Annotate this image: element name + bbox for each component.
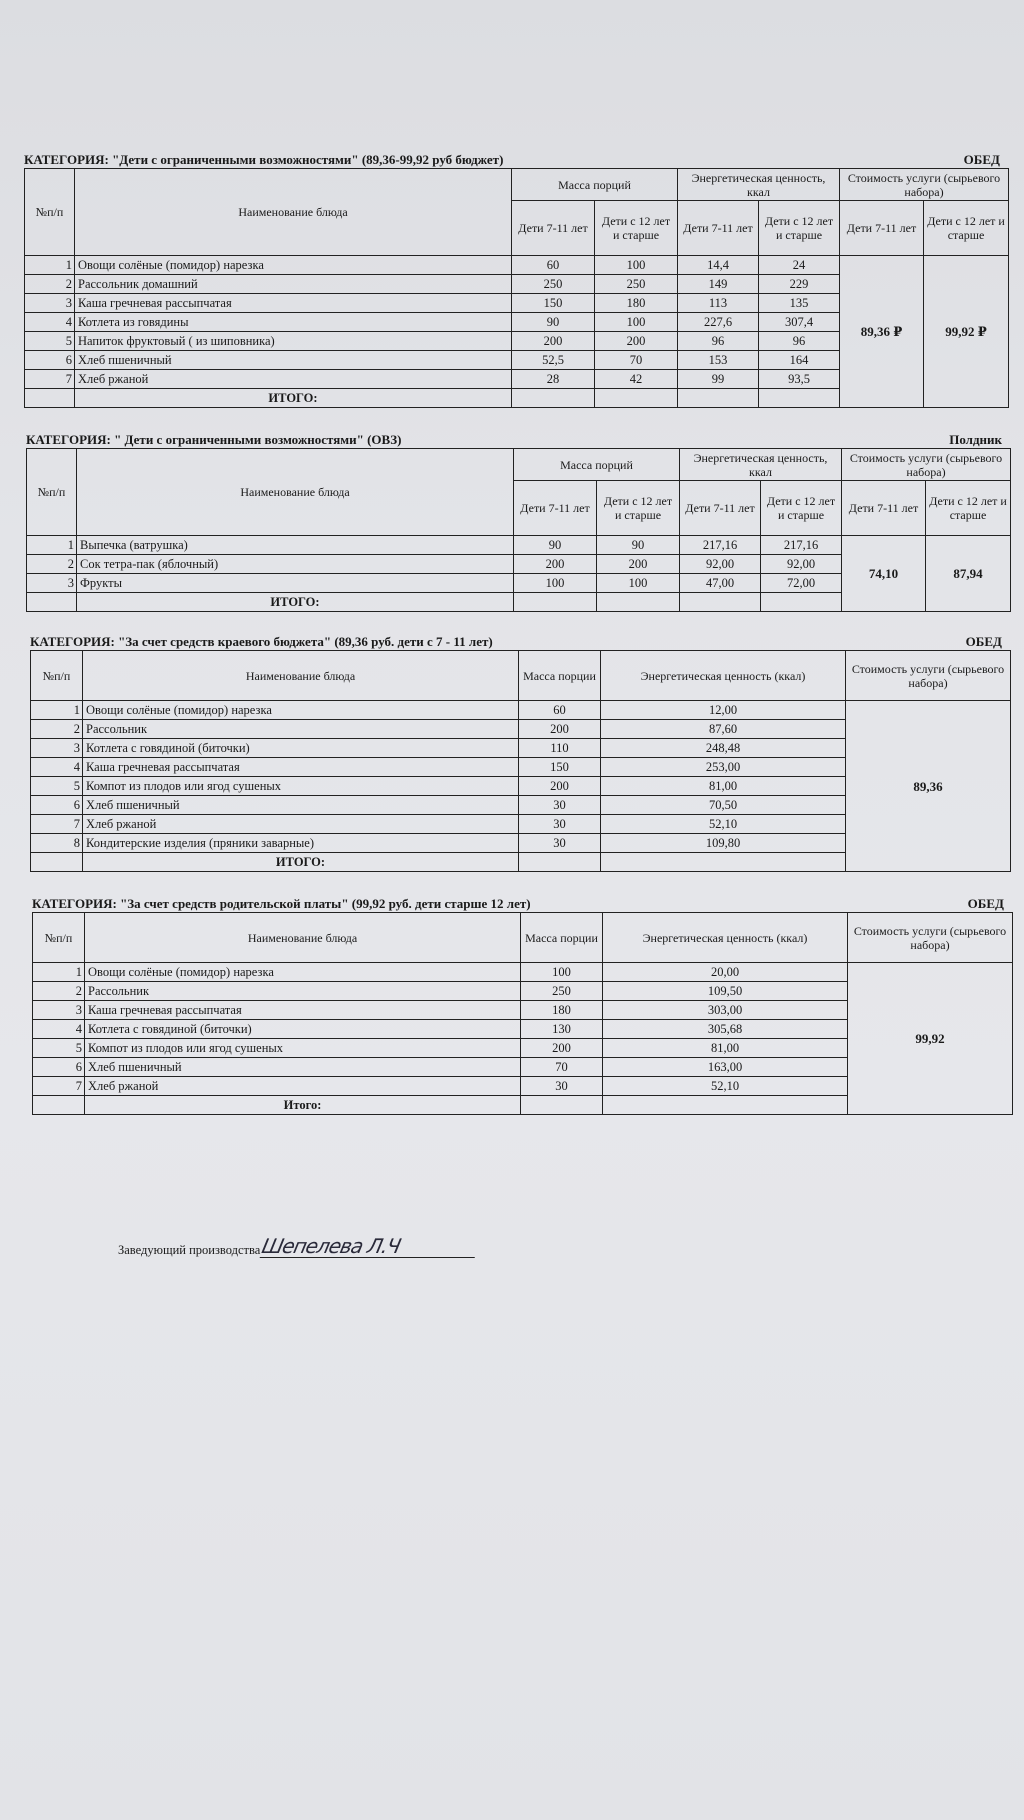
- section-parent-payment: [32, 894, 1022, 1115]
- price-age1: 89,36 ₽: [840, 256, 924, 408]
- col-age1-header: Дети 7-11 лет: [842, 481, 926, 536]
- col-age1-header: Дети 7-11 лет: [678, 201, 759, 256]
- menu-table: [30, 650, 1011, 872]
- meal-label: ОБЕД: [965, 634, 1002, 649]
- col-no-header: №п/п: [25, 169, 75, 256]
- menu-table: [24, 168, 1009, 408]
- table-row: 3 Каша гречневая рассыпчатая 150 180 113 135: [25, 294, 1009, 313]
- col-cost-header: Стоимость услуги (сырьевого набора): [840, 169, 1009, 201]
- section-ovz-snack: [26, 430, 1016, 612]
- menu-table: [26, 448, 1011, 612]
- table-row: 3 Котлета с говядиной (биточки) 110 248,48: [31, 739, 1011, 758]
- col-age2-header: Дети с 12 лет и старше: [595, 201, 678, 256]
- table-row: 1 Выпечка (ватрушка) 90 90 217,16 217,16 74,10 87,94: [27, 536, 1011, 555]
- col-energy-header: Энергетическая ценность (ккал): [601, 651, 846, 701]
- table-row: 5 Компот из плодов или ягод сушеных 200 81,00: [31, 777, 1011, 796]
- table-row: 4 Каша гречневая рассыпчатая 150 253,00: [31, 758, 1011, 777]
- table-row: 2 Сок тетра-пак (яблочный) 200 200 92,00 92,00: [27, 555, 1011, 574]
- col-mass-header: Масса порции: [519, 651, 601, 701]
- table-row: 2 Рассольник 200 87,60: [31, 720, 1011, 739]
- total-row: ИТОГО:: [27, 593, 1011, 612]
- col-no-header: №п/п: [31, 651, 83, 701]
- menu-table: [32, 912, 1013, 1115]
- table-row: 1 Овощи солёные (помидор) нарезка 100 20,00 99,92: [33, 963, 1013, 982]
- table-row: 2 Рассольник 250 109,50: [33, 982, 1013, 1001]
- signature-label: Заведующий производства: [118, 1243, 261, 1257]
- table-row: 5 Напиток фруктовый ( из шиповника) 200 200 96 96: [25, 332, 1009, 351]
- meal-label: ОБЕД: [963, 152, 1000, 167]
- section-title: КАТЕГОРИЯ: " Дети с ограниченными возможностями" (ОВЗ): [26, 432, 402, 447]
- signature-scribble: Шепелева Л.Ч: [260, 1236, 480, 1258]
- col-mass-header: Масса порций: [512, 169, 678, 201]
- table-row: 4 Котлета из говядины 90 100 227,6 307,4: [25, 313, 1009, 332]
- price-age1: 74,10: [842, 536, 926, 612]
- total-row: Итого:: [33, 1096, 1013, 1115]
- table-row: 8 Кондитерские изделия (пряники заварные) 30 109,80: [31, 834, 1011, 853]
- col-energy-header: Энергетическая ценность, ккал: [680, 449, 842, 481]
- col-age1-header: Дети 7-11 лет: [840, 201, 924, 256]
- price-age2: 87,94: [926, 536, 1011, 612]
- table-row: 1 Овощи солёные (помидор) нарезка 60 100 14,4 24 89,36 ₽ 99,92 ₽: [25, 256, 1009, 275]
- table-row: 1 Овощи солёные (помидор) нарезка 60 12,00 89,36: [31, 701, 1011, 720]
- section-title: КАТЕГОРИЯ: "За счет средств родительской платы" (99,92 руб. дети старше 12 лет): [32, 896, 531, 911]
- table-row: 7 Хлеб ржаной 30 52,10: [33, 1077, 1013, 1096]
- total-row: ИТОГО:: [25, 389, 1009, 408]
- meal-label: ОБЕД: [967, 896, 1004, 911]
- signature-block: [118, 1236, 477, 1258]
- col-name-header: Наименование блюда: [83, 651, 519, 701]
- table-row: 3 Фрукты 100 100 47,00 72,00: [27, 574, 1011, 593]
- table-row: 3 Каша гречневая рассыпчатая 180 303,00: [33, 1001, 1013, 1020]
- col-name-header: Наименование блюда: [75, 169, 512, 256]
- col-energy-header: Энергетическая ценность (ккал): [603, 913, 848, 963]
- table-row: 4 Котлета с говядиной (биточки) 130 305,68: [33, 1020, 1013, 1039]
- col-name-header: Наименование блюда: [85, 913, 521, 963]
- total-row: ИТОГО:: [31, 853, 1011, 872]
- col-age2-header: Дети с 12 лет и старше: [926, 481, 1011, 536]
- col-energy-header: Энергетическая ценность, ккал: [678, 169, 840, 201]
- col-name-header: Наименование блюда: [77, 449, 514, 536]
- table-row: 7 Хлеб ржаной 30 52,10: [31, 815, 1011, 834]
- col-age1-header: Дети 7-11 лет: [514, 481, 597, 536]
- table-row: 7 Хлеб ржаной 28 42 99 93,5: [25, 370, 1009, 389]
- section-title: КАТЕГОРИЯ: "За счет средств краевого бюджета" (89,36 руб. дети с 7 - 11 лет): [30, 634, 493, 649]
- col-mass-header: Масса порции: [521, 913, 603, 963]
- table-row: 6 Хлеб пшеничный 30 70,50: [31, 796, 1011, 815]
- col-age1-header: Дети 7-11 лет: [680, 481, 761, 536]
- col-age2-header: Дети с 12 лет и старше: [597, 481, 680, 536]
- col-mass-header: Масса порций: [514, 449, 680, 481]
- col-age2-header: Дети с 12 лет и старше: [759, 201, 840, 256]
- col-age2-header: Дети с 12 лет и старше: [924, 201, 1009, 256]
- col-no-header: №п/п: [27, 449, 77, 536]
- table-row: 2 Рассольник домашний 250 250 149 229: [25, 275, 1009, 294]
- col-age2-header: Дети с 12 лет и старше: [761, 481, 842, 536]
- table-row: 6 Хлеб пшеничный 52,5 70 153 164: [25, 351, 1009, 370]
- col-cost-header: Стоимость услуги (сырьевого набора): [846, 651, 1011, 701]
- price: 89,36: [846, 701, 1011, 872]
- price: 99,92: [848, 963, 1013, 1115]
- col-cost-header: Стоимость услуги (сырьевого набора): [848, 913, 1013, 963]
- section-ovz-lunch: [24, 150, 1014, 408]
- table-row: 6 Хлеб пшеничный 70 163,00: [33, 1058, 1013, 1077]
- price-age2: 99,92 ₽: [924, 256, 1009, 408]
- col-cost-header: Стоимость услуги (сырьевого набора): [842, 449, 1011, 481]
- meal-label: Полдник: [949, 432, 1002, 447]
- section-regional-budget: [30, 632, 1020, 872]
- col-no-header: №п/п: [33, 913, 85, 963]
- section-title: КАТЕГОРИЯ: "Дети с ограниченными возможностями" (89,36-99,92 руб бюджет): [24, 152, 504, 167]
- col-age1-header: Дети 7-11 лет: [512, 201, 595, 256]
- table-row: 5 Компот из плодов или ягод сушеных 200 81,00: [33, 1039, 1013, 1058]
- menu-sheet: [24, 150, 1018, 1115]
